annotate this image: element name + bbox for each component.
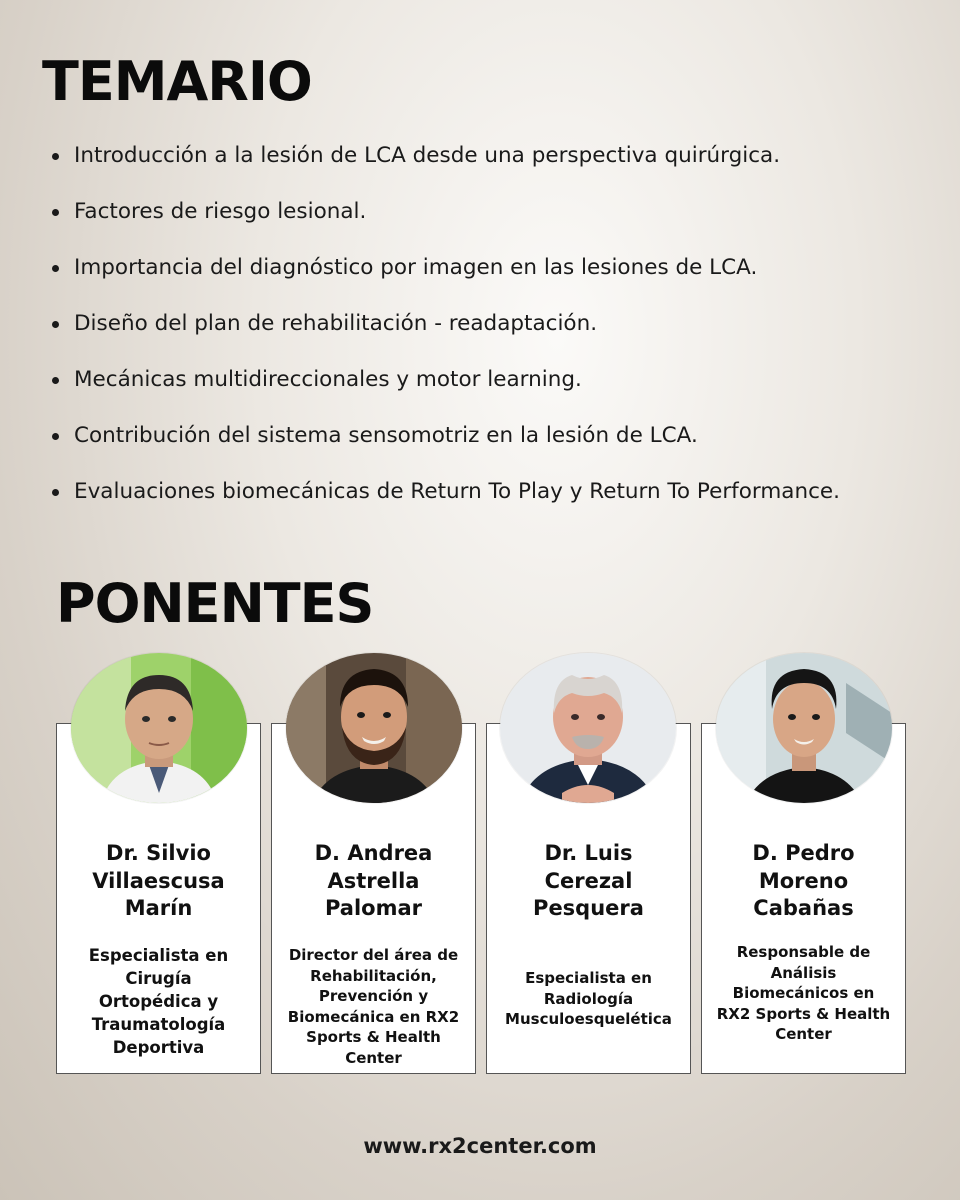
bullet-icon bbox=[52, 377, 59, 384]
topic-item bbox=[52, 472, 952, 528]
topic-item bbox=[52, 304, 952, 360]
bullet-icon bbox=[52, 153, 59, 160]
speaker-name: Dr. Luis Cerezal Pesquera bbox=[533, 841, 644, 920]
speaker-name: Dr. Silvio Villaescusa Marín bbox=[92, 841, 225, 920]
speaker-name: D. Andrea Astrella Palomar bbox=[314, 841, 433, 920]
topic-item bbox=[52, 416, 952, 472]
speaker-role: Director del área de Rehabilitación, Prevención y Biomecánica en RX2 Sports & Health Center bbox=[287, 946, 460, 1067]
topic-text: Factores de riesgo lesional. bbox=[74, 199, 367, 224]
topic-item bbox=[52, 248, 952, 304]
website-url[interactable]: www.rx2center.com bbox=[363, 1134, 597, 1158]
portrait-icon bbox=[716, 653, 892, 803]
portrait-icon bbox=[286, 653, 462, 803]
speaker-photo-pedro bbox=[716, 653, 892, 803]
bullet-icon bbox=[52, 433, 59, 440]
topic-list bbox=[52, 136, 952, 528]
topic-text: Introducción a la lesión de LCA desde una perspectiva quirúrgica. bbox=[74, 143, 781, 168]
ponentes-heading: PONENTES bbox=[56, 572, 374, 635]
speaker-name: D. Pedro Moreno Cabañas bbox=[752, 841, 855, 920]
topic-item bbox=[52, 136, 952, 192]
speaker-role: Especialista en Cirugía Ortopédica y Traumatología Deportiva bbox=[88, 946, 229, 1057]
portrait-icon bbox=[500, 653, 676, 803]
topic-text: Importancia del diagnóstico por imagen en las lesiones de LCA. bbox=[74, 255, 758, 280]
topic-item bbox=[52, 360, 952, 416]
portrait-icon bbox=[71, 653, 247, 803]
topic-text: Evaluaciones biomecánicas de Return To Play y Return To Performance. bbox=[74, 479, 840, 504]
bullet-icon bbox=[52, 265, 59, 272]
temario-heading: TEMARIO bbox=[42, 50, 312, 113]
speaker-role: Responsable de Análisis Biomecánicos en RX2 Sports & Health Center bbox=[716, 943, 891, 1043]
speaker-photo-luis bbox=[500, 653, 676, 803]
topic-text: Diseño del plan de rehabilitación - readaptación. bbox=[74, 311, 598, 336]
bullet-icon bbox=[52, 489, 59, 496]
bullet-icon bbox=[52, 209, 59, 216]
topic-text: Mecánicas multidireccionales y motor learning. bbox=[74, 367, 582, 392]
speaker-photo-andrea bbox=[286, 653, 462, 803]
topic-text: Contribución del sistema sensomotriz en la lesión de LCA. bbox=[74, 423, 698, 448]
topic-item bbox=[52, 192, 952, 248]
bullet-icon bbox=[52, 321, 59, 328]
speaker-photo-silvio bbox=[71, 653, 247, 803]
speaker-role: Especialista en Radiología Musculoesquelética bbox=[505, 969, 672, 1028]
